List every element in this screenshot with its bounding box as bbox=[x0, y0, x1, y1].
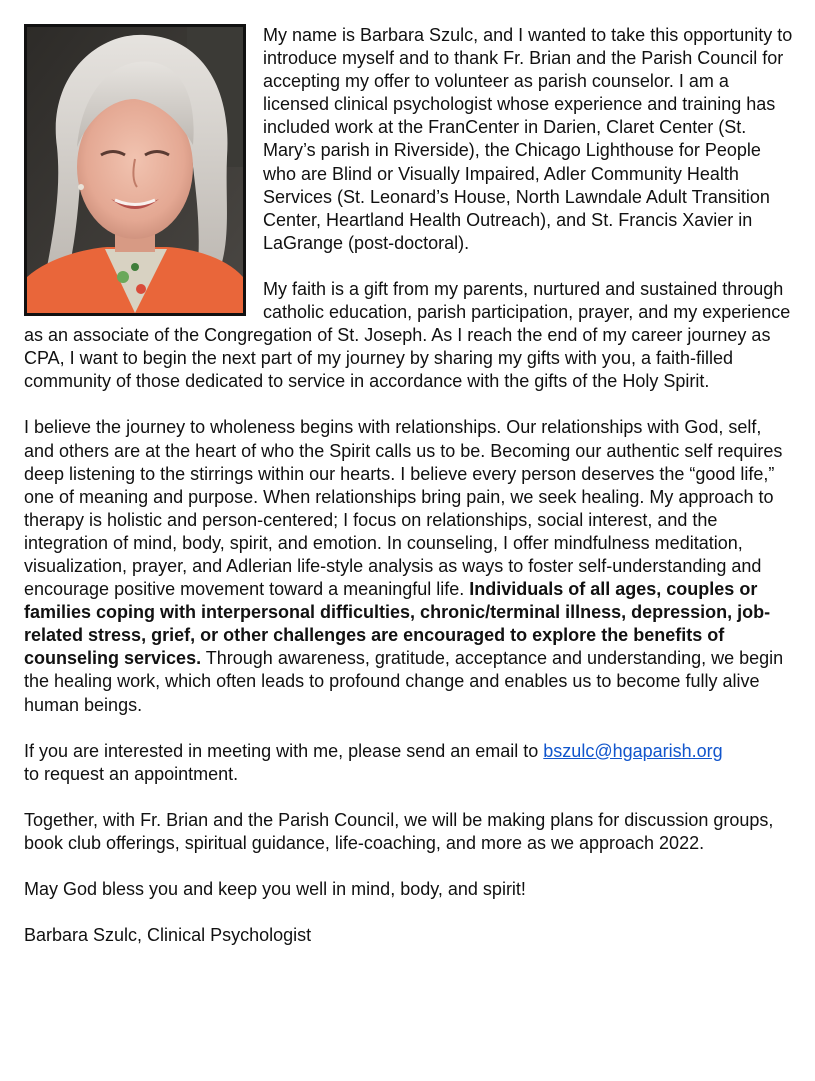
letter-page bbox=[24, 24, 794, 970]
contact-text-before: If you are interested in meeting with me, please send an email to bbox=[24, 740, 544, 761]
contact-paragraph bbox=[24, 740, 794, 786]
contact-text-after: to request an appointment. bbox=[24, 763, 239, 784]
portrait-image bbox=[27, 27, 243, 313]
intro-paragraph: My name is Barbara Szulc, and I wanted to take this opportunity to introduce myself and to thank Fr. Brian and the Parish Council for accepting my offer to volunteer as parish counselor. I am a licensed clinical psychologist whose experience and training has included work at the FranCenter in Darien, Claret Center (St. Mary’s parish in Riverside), the Chicago Lighthouse for People who are Blind or Visually Impaired, Adler Community Health Services (St. Leonard’s House, North Lawndale Adult Transition Center, Heartland Health Outreach), and St. Francis Xavier in LaGrange (post-doctoral). bbox=[263, 25, 793, 253]
email-link[interactable]: bszulc@hgaparish.org bbox=[543, 740, 723, 761]
portrait-photo bbox=[24, 24, 246, 316]
wholeness-text-1: I believe the journey to wholeness begins with relationships. Our relationships with God, self, and others are at the heart of who the Spirit calls us to be. Becoming our authentic self requires deep listening to the stirrings within our hearts. I believe every person deserves the “good life,” one of meaning and purpose. When relationships bring pain, we seek healing. My approach to therapy is holistic and person-centered; I focus on relationships, social interest, and the integration of mind, body, spirit, and emotion. In counseling, I offer mindfulness meditation, visualization, prayer, and Adlerian life-style analysis as ways to foster self-understanding and encourage positive movement toward a meaningful life. bbox=[24, 417, 783, 600]
signature-line: Barbara Szulc, Clinical Psychologist bbox=[24, 925, 312, 946]
wholeness-text-2: Through awareness, gratitude, acceptance and understanding, we begin the healing work, which often leads to profound change and enables us to become fully alive human beings. bbox=[24, 648, 784, 715]
together-paragraph: Together, with Fr. Brian and the Parish Council, we will be making plans for discussion groups, book club offerings, spiritual guidance, life-coaching, and more as we approach 2022. bbox=[24, 809, 774, 853]
blessing-paragraph: May God bless you and keep you well in mind, body, and spirit! bbox=[24, 879, 526, 899]
wholeness-bold-text: Individuals of all ages, couples or families coping with interpersonal difficulties, chronic/terminal illness, depression, job-related stress, grief, or other challenges are encouraged to explore the benefits of counseling services. bbox=[24, 579, 771, 669]
faith-paragraph: My faith is a gift from my parents, nurtured and sustained through catholic education, parish participation, prayer, and my experience as an associate of the Congregation of St. Joseph. As I reach the end of my career journey as CPA, I want to begin the next part of my journey by sharing my gifts with you, a faith-filled community of those dedicated to service in accordance with the gifts of the Holy Spirit. bbox=[24, 278, 791, 392]
wholeness-paragraph bbox=[24, 416, 794, 716]
